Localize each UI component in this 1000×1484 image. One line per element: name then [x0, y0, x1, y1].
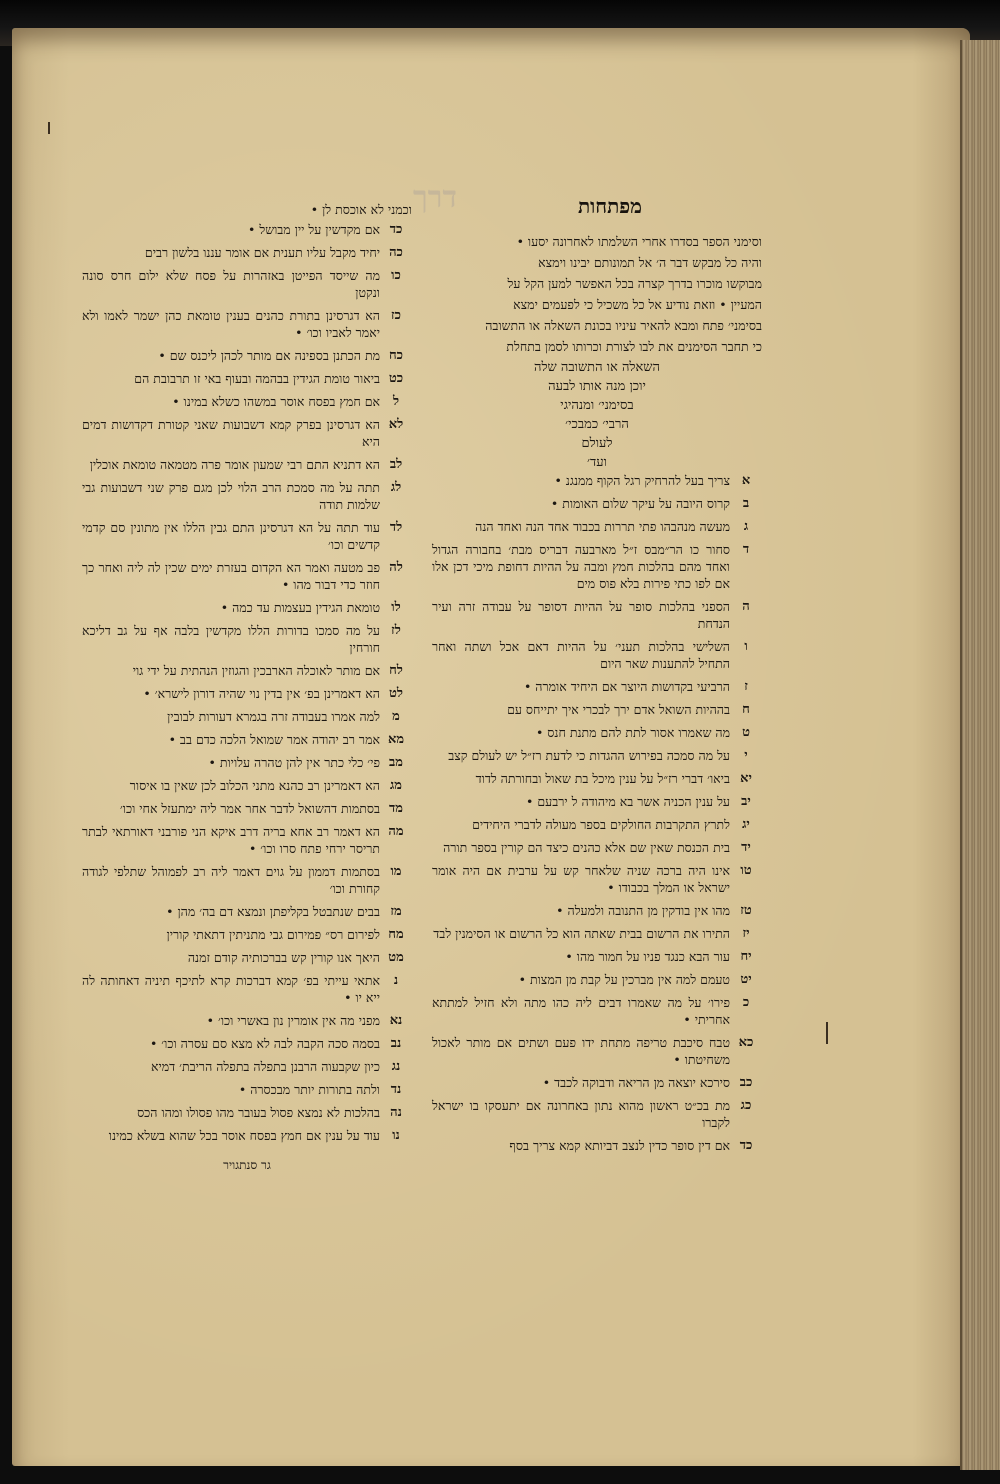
index-entry: [432, 948, 762, 965]
entry-text: ביאו׳ דברי רז״ל על ענין מיכל בת שאול ובחורתה לדוד: [475, 771, 730, 786]
entry-number: לו: [391, 600, 401, 615]
index-entry: [82, 347, 412, 364]
entry-number: מז: [390, 904, 402, 919]
right-column: [432, 232, 762, 1160]
entry-number: טז: [740, 903, 752, 918]
index-entry: [432, 925, 762, 942]
index-entry: [82, 1127, 412, 1144]
entry-number: נו: [392, 1128, 400, 1143]
index-entry: [82, 1104, 412, 1121]
entry-text: עור הבא כנגד פניו על חמור מהו •: [565, 949, 730, 964]
signature-line: גר סנתגויר: [223, 1158, 271, 1172]
entry-text: פי׳ כלי כתר אין להן טהרה עלויות •: [208, 755, 380, 770]
intro-line: בסימני׳ פתח ומבא להאיר עיניו בכונת השאלה או התשובה: [485, 318, 762, 333]
entry-number: ג: [743, 519, 749, 534]
entry-text: אם דין סופר כדין לנצב דביותא קמא צריך בסף: [509, 1138, 730, 1153]
entry-number: כד: [739, 1138, 753, 1153]
index-entry: [82, 754, 412, 771]
intro-paragraph: [432, 232, 762, 356]
entry-text: קרוס היובה על עיקר שלום האומות •: [550, 496, 730, 511]
entry-text: בסתמות דהשואל לדבר אחר אמר ליה ימתעזל אחי וכו׳: [119, 801, 380, 816]
verse-line: בסימני׳ ומנהיגי: [560, 398, 634, 413]
index-entry: [432, 1097, 762, 1131]
index-entry: [432, 472, 762, 489]
entry-text: הא דתניא התם רבי שמעון אומר פרה מטמאה טומאת אוכלין: [89, 457, 380, 472]
index-entry: [82, 926, 412, 943]
index-entry: [82, 622, 412, 656]
index-entry: [432, 1137, 762, 1154]
index-entry: [82, 519, 412, 553]
ink-mark: [826, 1022, 828, 1044]
index-entry: [432, 1034, 762, 1068]
entry-number: ה: [742, 599, 750, 614]
entry-text: תתה על מה סמכת הרב הלוי לכן מגם פרק שני דשבועות גבי שלמות תודה: [82, 480, 380, 512]
index-entry: [82, 267, 412, 301]
index-entry: [82, 731, 412, 748]
entry-number: ל: [392, 394, 400, 409]
entry-text: פירו׳ על מה שאמרו דבים ליה כהו מתה ולא חזיל למתתא אחריתי •: [432, 995, 730, 1027]
entry-number: ו: [744, 639, 748, 654]
intro-line: מבוקשו מוכרו בדרך קצרה בכל האפשר למען הקל על: [507, 276, 762, 291]
entry-number: לג: [390, 480, 402, 495]
entry-number: לד: [389, 520, 403, 535]
index-entry: [82, 685, 412, 702]
intro-line: וסימני הספר בסדרו אחרי השלמתו לאחרונה יסעו •: [516, 234, 762, 249]
index-entry: [432, 638, 762, 672]
entry-text: סירכא יוצאה מן הריאה ודבוקה לכבד •: [542, 1075, 730, 1090]
entry-number: נ: [393, 973, 399, 988]
entry-text: בבים שנתבטל בקליפתן ונמצא דם בה׳ מהן •: [166, 904, 380, 919]
entry-number: מב: [389, 755, 403, 770]
index-entry: [432, 793, 762, 810]
entry-text: על ענין הכניה אשר בא מיהודה ל ירבעם •: [526, 794, 730, 809]
entry-number: מ: [392, 709, 400, 724]
entry-text: עוד תתה על הא דגרסינן התם גבין הללו אין מתונין סם קדמי קדשים וכו׳: [82, 520, 380, 552]
entry-text: הרביעי בקדושות היוצר אם היחיד אומרה •: [523, 679, 730, 694]
entry-number: לח: [389, 663, 403, 678]
entry-text: יחיד מקבל עליו תענית אם אומר עננו בלשון רבים: [144, 245, 380, 260]
index-entry: [432, 495, 762, 512]
index-entry: [82, 662, 412, 679]
index-entry: [432, 862, 762, 896]
entry-number: טו: [740, 863, 752, 878]
entry-number: יב: [741, 794, 751, 809]
entry-number: לב: [389, 457, 403, 472]
entry-text: טומאת הגידין בעצמות עד כמה •: [220, 600, 380, 615]
entry-text: התירו את הרשום בבית שאתה הוא כל הרשום או הסימנין לבד: [433, 926, 730, 941]
entry-number: ט: [742, 725, 750, 740]
entry-number: יא: [740, 771, 752, 786]
intro-line: כי תחבר הסימנים את לבו לצורת וכרותו לסמן בתחלת: [506, 339, 762, 354]
index-entries: [432, 472, 762, 1154]
index-entry: [432, 770, 762, 787]
entry-number: יט: [740, 972, 752, 987]
entry-text: צריך בעל להרחיק רגל הקוף ממנגנ •: [554, 473, 730, 488]
entry-text: בההיות השואל אדם ירך לבכרי איך יתייחס עם: [507, 702, 730, 717]
entry-number: לז: [391, 623, 401, 638]
index-entry: [82, 1081, 412, 1098]
entry-text: מעשה מנהבהו פתי תררות בכבוד אחד הנה ואחד הנה: [475, 519, 730, 534]
bleed-through-heading: דרך: [413, 180, 457, 215]
left-column: [82, 200, 412, 1173]
entry-text: לתרץ התקרבות החולקים בספר מעולה לדברי היחידים: [472, 817, 730, 832]
entry-number: יד: [741, 840, 751, 855]
index-entry: [82, 800, 412, 817]
index-entry: [82, 708, 412, 725]
entry-text: מה שייסד הפייטן באזהרות על פסח שלא ילום חרס סונה ונקטן: [82, 268, 380, 300]
entry-number: כד: [389, 222, 403, 237]
index-entry: [82, 370, 412, 387]
index-entry: [82, 416, 412, 450]
entry-number: מו: [390, 864, 402, 879]
entry-text: טבח סיכבת טריפה מתחת ידו פעם ושתים אם מותר לאכול משחיטתו •: [432, 1035, 730, 1067]
entry-number: יג: [742, 817, 750, 832]
index-entry: [432, 747, 762, 764]
index-entry: [432, 518, 762, 535]
index-entry: [82, 479, 412, 513]
entry-text: הא דגרסינן בתורת כהנים בענין טומאת כהן ישמר לאמו ולא יאמר לאביו וכו׳ •: [82, 308, 380, 340]
intro-line: והיה כל מבקש דבר ה׳ אל תמונותם יבינו וימצא: [538, 255, 762, 270]
entry-number: א: [741, 473, 751, 488]
index-entry: [82, 1012, 412, 1029]
entry-text: פב מטעה ואמר הא הקדום בעזרת ימים שכין לה ליה ואחר כך חוזר כדי דבור מהו •: [82, 560, 380, 592]
entry-text: על מה סמכה בפירוש ההגדות כי לדעת רז״ל יש לעולם קצב: [448, 748, 730, 763]
entry-number: כט: [388, 371, 404, 386]
index-entry: [432, 994, 762, 1028]
index-entry: [82, 307, 412, 341]
index-entry: [82, 949, 412, 966]
entry-number: לה: [389, 560, 403, 575]
index-entry: [82, 393, 412, 410]
entry-number: לט: [389, 686, 403, 701]
index-entry: [82, 456, 412, 473]
entry-number: כז: [391, 308, 401, 323]
index-entry: [432, 1074, 762, 1091]
index-entry: [82, 863, 412, 897]
index-entry: [432, 678, 762, 695]
entry-number: כו: [391, 268, 401, 283]
index-entry: [82, 823, 412, 857]
entry-text: בסמה סכה הקבה לבה לא מצא סם עסרה וכו׳ •: [149, 1036, 380, 1051]
index-entry: [82, 1058, 412, 1075]
entry-text: הא דגרסינן בפרק קמא דשבועות שאני קטורת דקדושות דמים היא: [82, 417, 380, 449]
entry-text: סחור כו הר״מבס ז״ל מארבעה דבריס מבת׳ בחבורה הגדול ואחד מהם בהלכות חמץ ומבה על ההיות דחופת מיכי דכן אלו אם לפו כתי פירות בלא פוס מים: [432, 542, 730, 591]
entry-text: הספני בהלכות סופר על ההיות דסופר על עבודה זרה ועיר הנדחת: [432, 599, 730, 631]
entry-text: מה שאמרו אסור לתת להם מתנת חנס •: [535, 725, 730, 740]
index-entry: [432, 902, 762, 919]
verse-line: השאלה או התשובה שלה: [533, 360, 660, 375]
entry-text: היאך אנו קורין קש בברכותיה קודם זמנה: [187, 950, 380, 965]
verse-line: לעולם: [581, 436, 613, 451]
index-entry: [82, 903, 412, 920]
entry-text: הא דאמרינן בפ׳ אין בדין נוי שהיה דורון לישרא׳ •: [143, 686, 380, 701]
index-entry: [432, 701, 762, 718]
entry-text: הא דאמרינן רב כהנא מתני הכלוב לכן שאין בו איסור: [129, 778, 380, 793]
intro-line: המעיין • וזאת נודיע אל כל משכיל כי לפעמים ימצא: [513, 297, 762, 312]
entry-text: בית הכנסת שאין שם אלא כהנים כיצד הם קורין בספר תורה: [443, 840, 730, 855]
entry-text: כיון שקבעוה הרבנן בתפלה בתפלה הריבת׳ דמיא: [150, 1059, 380, 1074]
entry-text: למה אמרו בעבודה זרה בגמרא דעורות לבובין: [167, 709, 380, 724]
entry-number: כה: [389, 245, 403, 260]
entry-number: נד: [390, 1082, 402, 1097]
entry-text: מת בכ״ט ראשון מהוא נתון באחרונה אם יתעסקו בו ישראל לקברו: [432, 1098, 730, 1130]
entry-text: אם חמץ בפסח אוסר במשהו כשלא במינו •: [172, 394, 380, 409]
page-title: מפתחות: [577, 194, 643, 218]
index-entry: [82, 777, 412, 794]
entry-text: מת הכתנן בספינה אם מותר לכהן ליכנס שם •: [158, 348, 380, 363]
entry-number: מט: [388, 950, 404, 965]
column-head-line: וכמני לא אוכסת לן •: [310, 202, 412, 217]
entry-text: השלישי בהלכות תעני׳ על ההיות דאם אכל ושתה ואחר התחיל להתענות שאר היום: [432, 639, 730, 671]
index-entry: [82, 221, 412, 238]
verse-line: ועד׳: [587, 455, 607, 470]
entry-number: מה: [388, 824, 404, 839]
entry-text: מפני מה אין אומרין נון באשרי וכו׳ •: [206, 1013, 380, 1028]
entry-number: כח: [388, 348, 404, 363]
index-entry: [432, 724, 762, 741]
entry-number: ח: [742, 702, 750, 717]
entry-number: כג: [740, 1098, 752, 1113]
entry-number: מא: [387, 732, 405, 747]
entry-number: י: [744, 748, 748, 763]
index-entry: [432, 598, 762, 632]
entry-text: ביאור טומת הגידין בבהמה ובעוף באי זו תרבובת הם: [134, 371, 380, 386]
entry-text: אמר רב יהודה אמר שמואל הלכה כדם בב •: [168, 732, 380, 747]
index-entry: [432, 816, 762, 833]
index-entry: [82, 1035, 412, 1052]
entry-text: בסתמות דממון על גוים דאמר ליה רב לפמוהל שתלפי לגודה קחורת וכו׳: [82, 864, 380, 896]
index-entry: [82, 599, 412, 616]
index-entry: [432, 971, 762, 988]
index-entry: [82, 972, 412, 1006]
entry-text: לפירום רס״ פמירום גבי מתניתין דתאתי קורין: [166, 927, 380, 942]
entry-text: עוד על ענין אם חמץ בפסח אוסר בכל שהוא בשלא כמינו: [108, 1128, 380, 1143]
verse-line: הרבי׳ כמבכי׳: [565, 417, 629, 432]
index-entry: [82, 559, 412, 593]
entry-text: אתאי עייתי בפ׳ קמא דברכות קרא לתיכף תיניה דאחותה לה ייא יו •: [82, 973, 380, 1005]
entry-number: יז: [742, 926, 750, 941]
entry-text: אם מקדשין על יין מבושל •: [248, 222, 380, 237]
entry-number: כב: [739, 1075, 753, 1090]
entry-number: מד: [389, 801, 403, 816]
entry-text: אינו היה ברכה שניה שלאחר קש על ערבית אם היה אומר ישראל או המלך בכבודו •: [432, 863, 730, 895]
page-edges: [960, 40, 1000, 1470]
entry-text: אם מותר לאוכלה הארבכין והגוזין הנהתית על ידי גוי: [132, 663, 380, 678]
entry-text: טעמם למה אין מברכין על קבת מן המצות •: [518, 972, 730, 987]
entry-number: ב: [742, 496, 750, 511]
entry-number: לא: [388, 417, 404, 432]
entry-number: כא: [738, 1035, 754, 1050]
centered-verse: [432, 358, 762, 472]
entry-text: מהו אין בודקין מן התנובה ולמעלה •: [556, 903, 730, 918]
entry-number: מג: [390, 778, 402, 793]
verse-line: יוכן מנה אותו לבעה: [548, 379, 646, 394]
index-entry: [82, 244, 412, 261]
index-entries: [82, 221, 412, 1144]
entry-text: בהלכות לא נמצא פסול בעובר מהו פסולו ומהו הכס: [137, 1105, 380, 1120]
index-entry: [432, 839, 762, 856]
entry-number: נב: [390, 1036, 402, 1051]
entry-number: נה: [390, 1105, 402, 1120]
entry-number: מח: [388, 927, 404, 942]
entry-number: ד: [742, 542, 750, 557]
entry-number: נא: [389, 1013, 403, 1028]
entry-number: ז: [744, 679, 748, 694]
entry-number: יח: [740, 949, 752, 964]
entry-number: נג: [391, 1059, 401, 1074]
ink-mark: [48, 122, 50, 134]
entry-number: כ: [742, 995, 750, 1010]
index-entry: [432, 541, 762, 592]
entry-text: על מה סמכו בדורות הללו מקדשין בלבה אף על גב דליכא חורחין: [82, 623, 380, 655]
entry-text: הא דאמר רב אחא בריה דרב איקא הני פורבני דאורתאי לבתר תריסר ירחי פתח סרו וכו׳ •: [82, 824, 380, 856]
entry-text: ולתה בתורות יותר מבכסרה •: [238, 1082, 380, 1097]
